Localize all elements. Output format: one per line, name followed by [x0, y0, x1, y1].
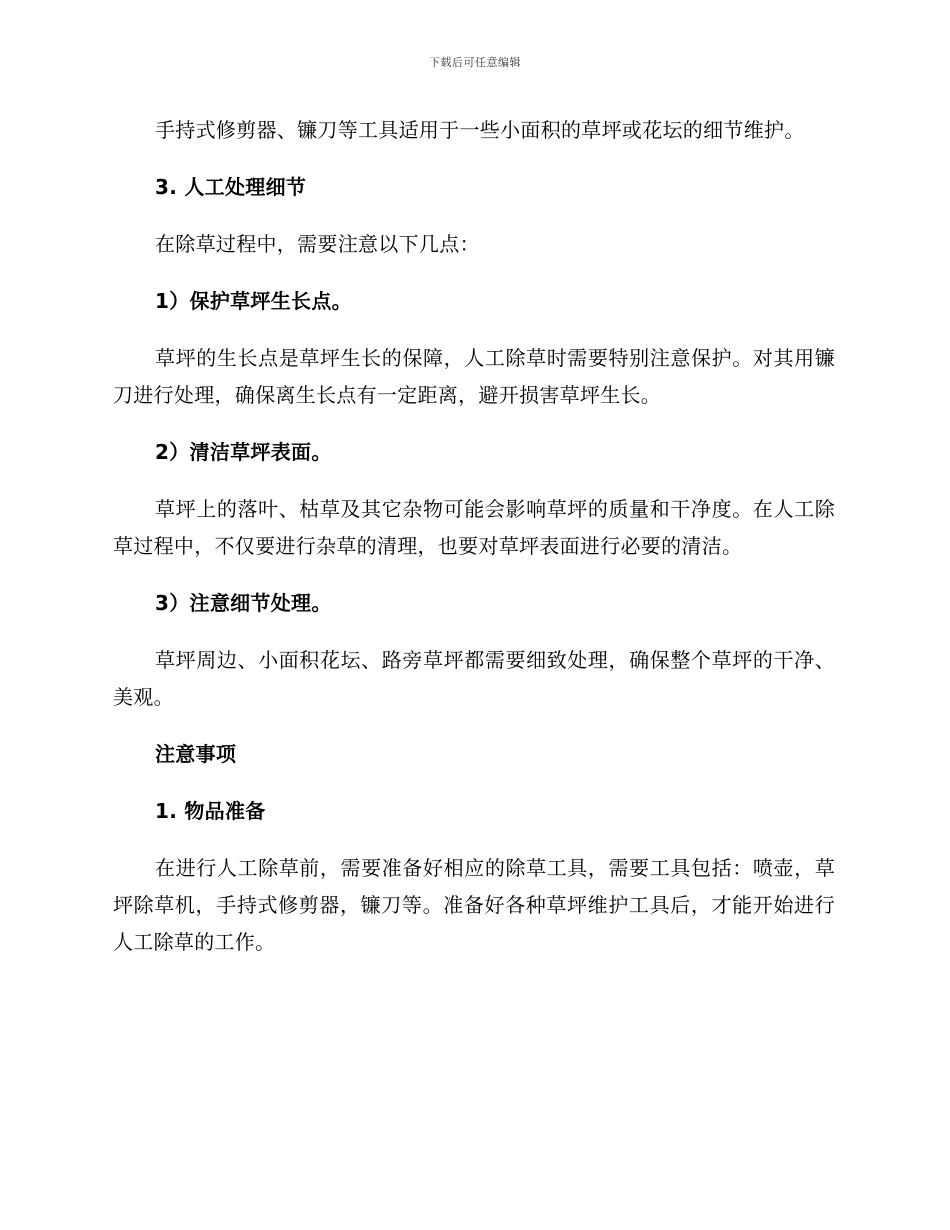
page-header: 下载后可任意编辑	[429, 56, 521, 69]
subheading-protect-growth-point: 1）保护草坪生长点。	[155, 289, 352, 313]
paragraph-detail-handling: 草坪周边、小面积花坛、路旁草坪都需要细致处理，确保整个草坪的干净、美观。	[113, 648, 835, 709]
subheading-detail-handling: 3）注意细节处理。	[155, 591, 332, 615]
section-heading-manual-details: 3. 人工处理细节	[155, 175, 307, 199]
section-heading-notes: 注意事项	[155, 742, 237, 766]
paragraph-preparation: 在进行人工除草前，需要准备好相应的除草工具，需要工具包括：喷壶，草坪除草机，手持式修剪器，镰刀等。准备好各种草坪维护工具后，才能开始进行人工除草的工作。	[113, 856, 835, 954]
subheading-clean-surface: 2）清洁草坪表面。	[155, 440, 332, 464]
paragraph-intro-points: 在除草过程中，需要注意以下几点：	[155, 232, 480, 256]
paragraph-clean-surface: 草坪上的落叶、枯草及其它杂物可能会影响草坪的质量和干净度。在人工除草过程中，不仅要进行杂草的清理，也要对草坪表面进行必要的清洁。	[113, 497, 835, 558]
paragraph-tool-usage: 手持式修剪器、镰刀等工具适用于一些小面积的草坪或花坛的细节维护。	[155, 118, 805, 142]
document-body	[113, 112, 835, 981]
paragraph-protect-growth-point: 草坪的生长点是草坪生长的保障，人工除草时需要特别注意保护。对其用镰刀进行处理，确保离生长点有一定距离，避开损害草坪生长。	[113, 346, 835, 407]
subheading-preparation: 1. 物品准备	[155, 799, 266, 823]
